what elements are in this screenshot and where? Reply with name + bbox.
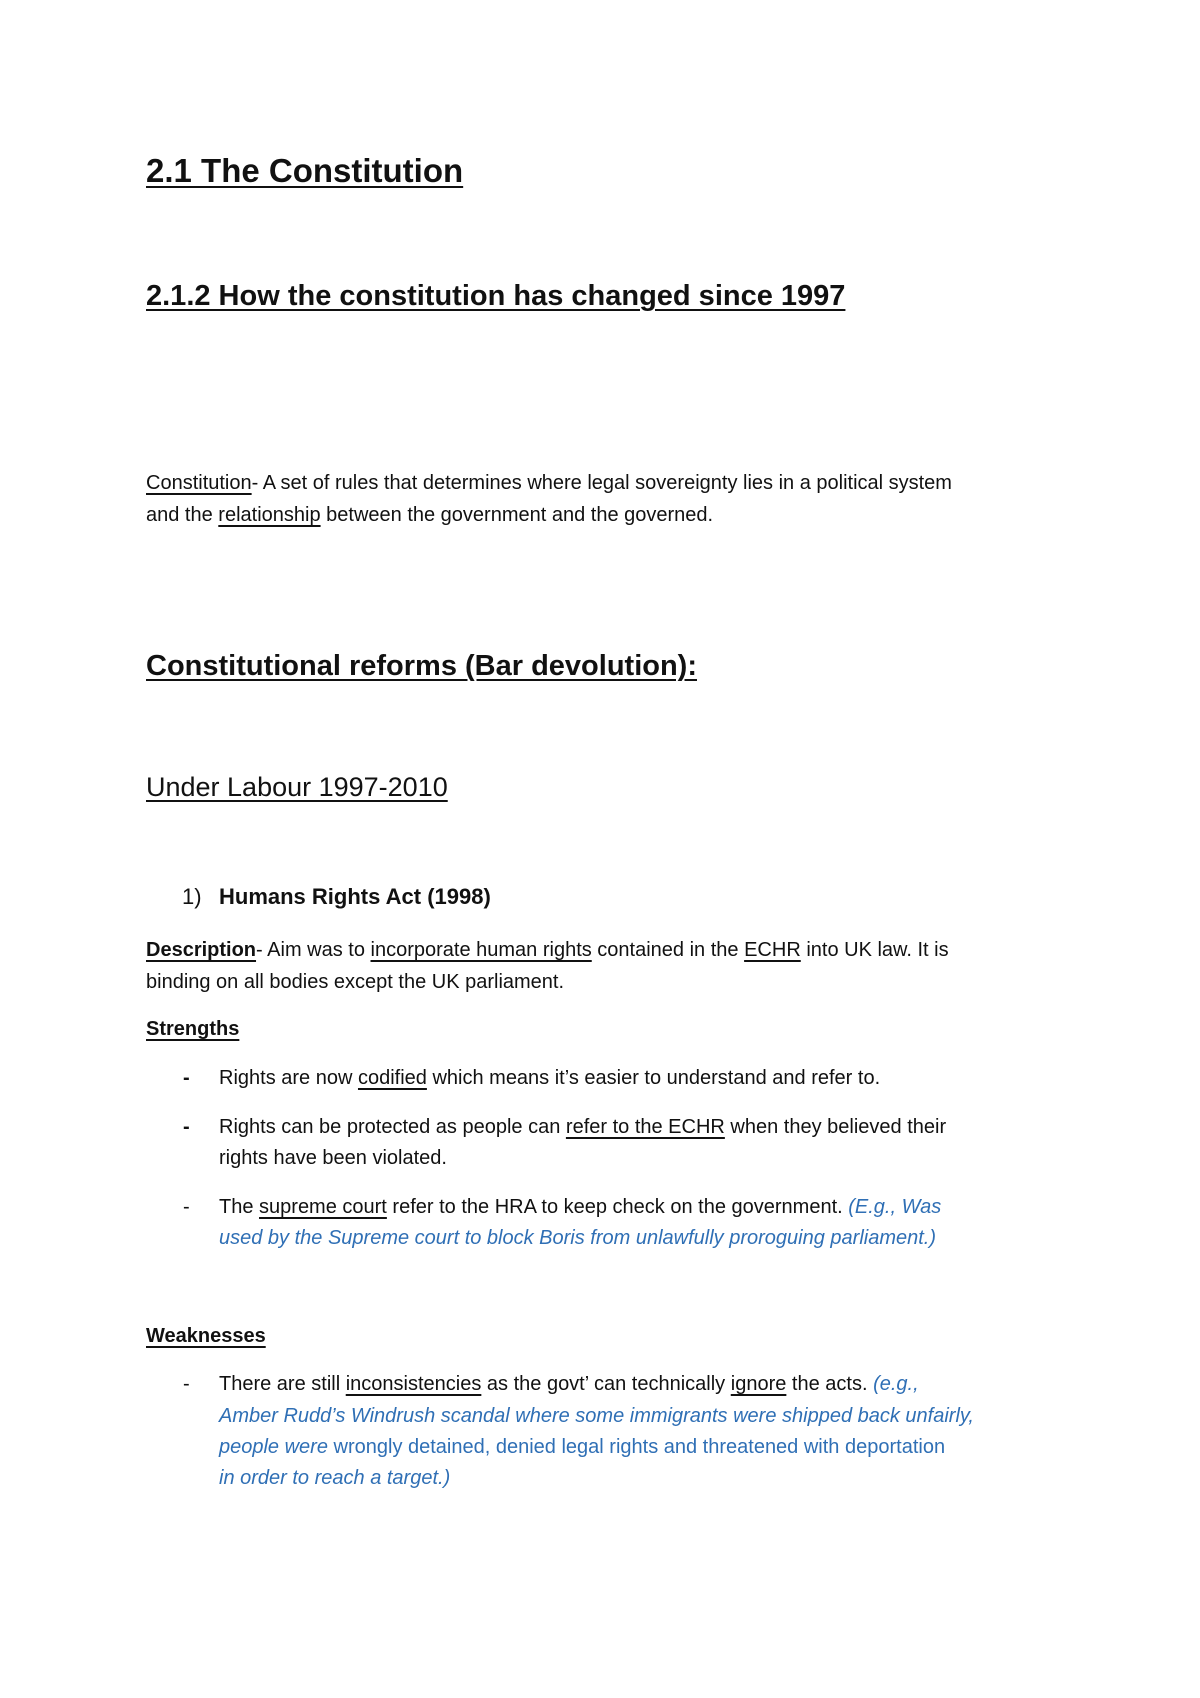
strength-3-line-1: The supreme court refer to the HRA to keep check on the government. (E.g., Was	[219, 1196, 942, 1218]
strengths-heading: Strengths	[146, 1018, 240, 1040]
page-title: 2.1 The Constitution	[146, 152, 464, 189]
definition-term: Constitution	[146, 472, 252, 494]
weakness-1-line-4: in order to reach a target.)	[219, 1467, 451, 1489]
description-label: Description	[146, 939, 257, 961]
description-line-2: binding on all bodies except the UK parliament.	[146, 971, 565, 993]
bullet-marker: -	[183, 1373, 190, 1395]
strength-2-line-1: Rights can be protected as people can refer to the ECHR when they believed their	[219, 1116, 947, 1138]
strength-2-line-2: rights have been violated.	[219, 1147, 447, 1169]
definition-line-1: Constitution- A set of rules that determines where legal sovereignty lies in a political system	[146, 472, 952, 494]
item-title: Humans Rights Act (1998)	[219, 884, 491, 909]
weakness-1-line-3: people were wrongly detained, denied legal rights and threatened with deportation	[219, 1436, 946, 1458]
strength-3-line-2: used by the Supreme court to block Boris from unlawfully proroguing parliament.)	[219, 1227, 937, 1249]
definition-line-2: and the relationship between the government and the governed.	[146, 504, 714, 526]
bullet-marker: -	[183, 1116, 190, 1138]
era-heading: Under Labour 1997-2010	[146, 772, 448, 802]
bullet-marker: -	[183, 1067, 190, 1089]
weakness-1-line-1: There are still inconsistencies as the govt’ can technically ignore the acts. (e.g.,	[219, 1373, 919, 1395]
section-heading: Constitutional reforms (Bar devolution):	[146, 650, 697, 682]
weakness-1-line-2: Amber Rudd’s Windrush scandal where some immigrants were shipped back unfairly,	[219, 1405, 974, 1427]
description-line-1: Description- Aim was to incorporate human rights contained in the ECHR into UK law. It is	[146, 939, 949, 961]
item-number: 1)	[182, 884, 202, 909]
page-subtitle: 2.1.2 How the constitution has changed since 1997	[146, 280, 846, 312]
bullet-marker: -	[183, 1196, 190, 1218]
weaknesses-heading: Weaknesses	[146, 1325, 266, 1347]
strength-1: Rights are now codified which means it’s easier to understand and refer to.	[219, 1067, 881, 1089]
